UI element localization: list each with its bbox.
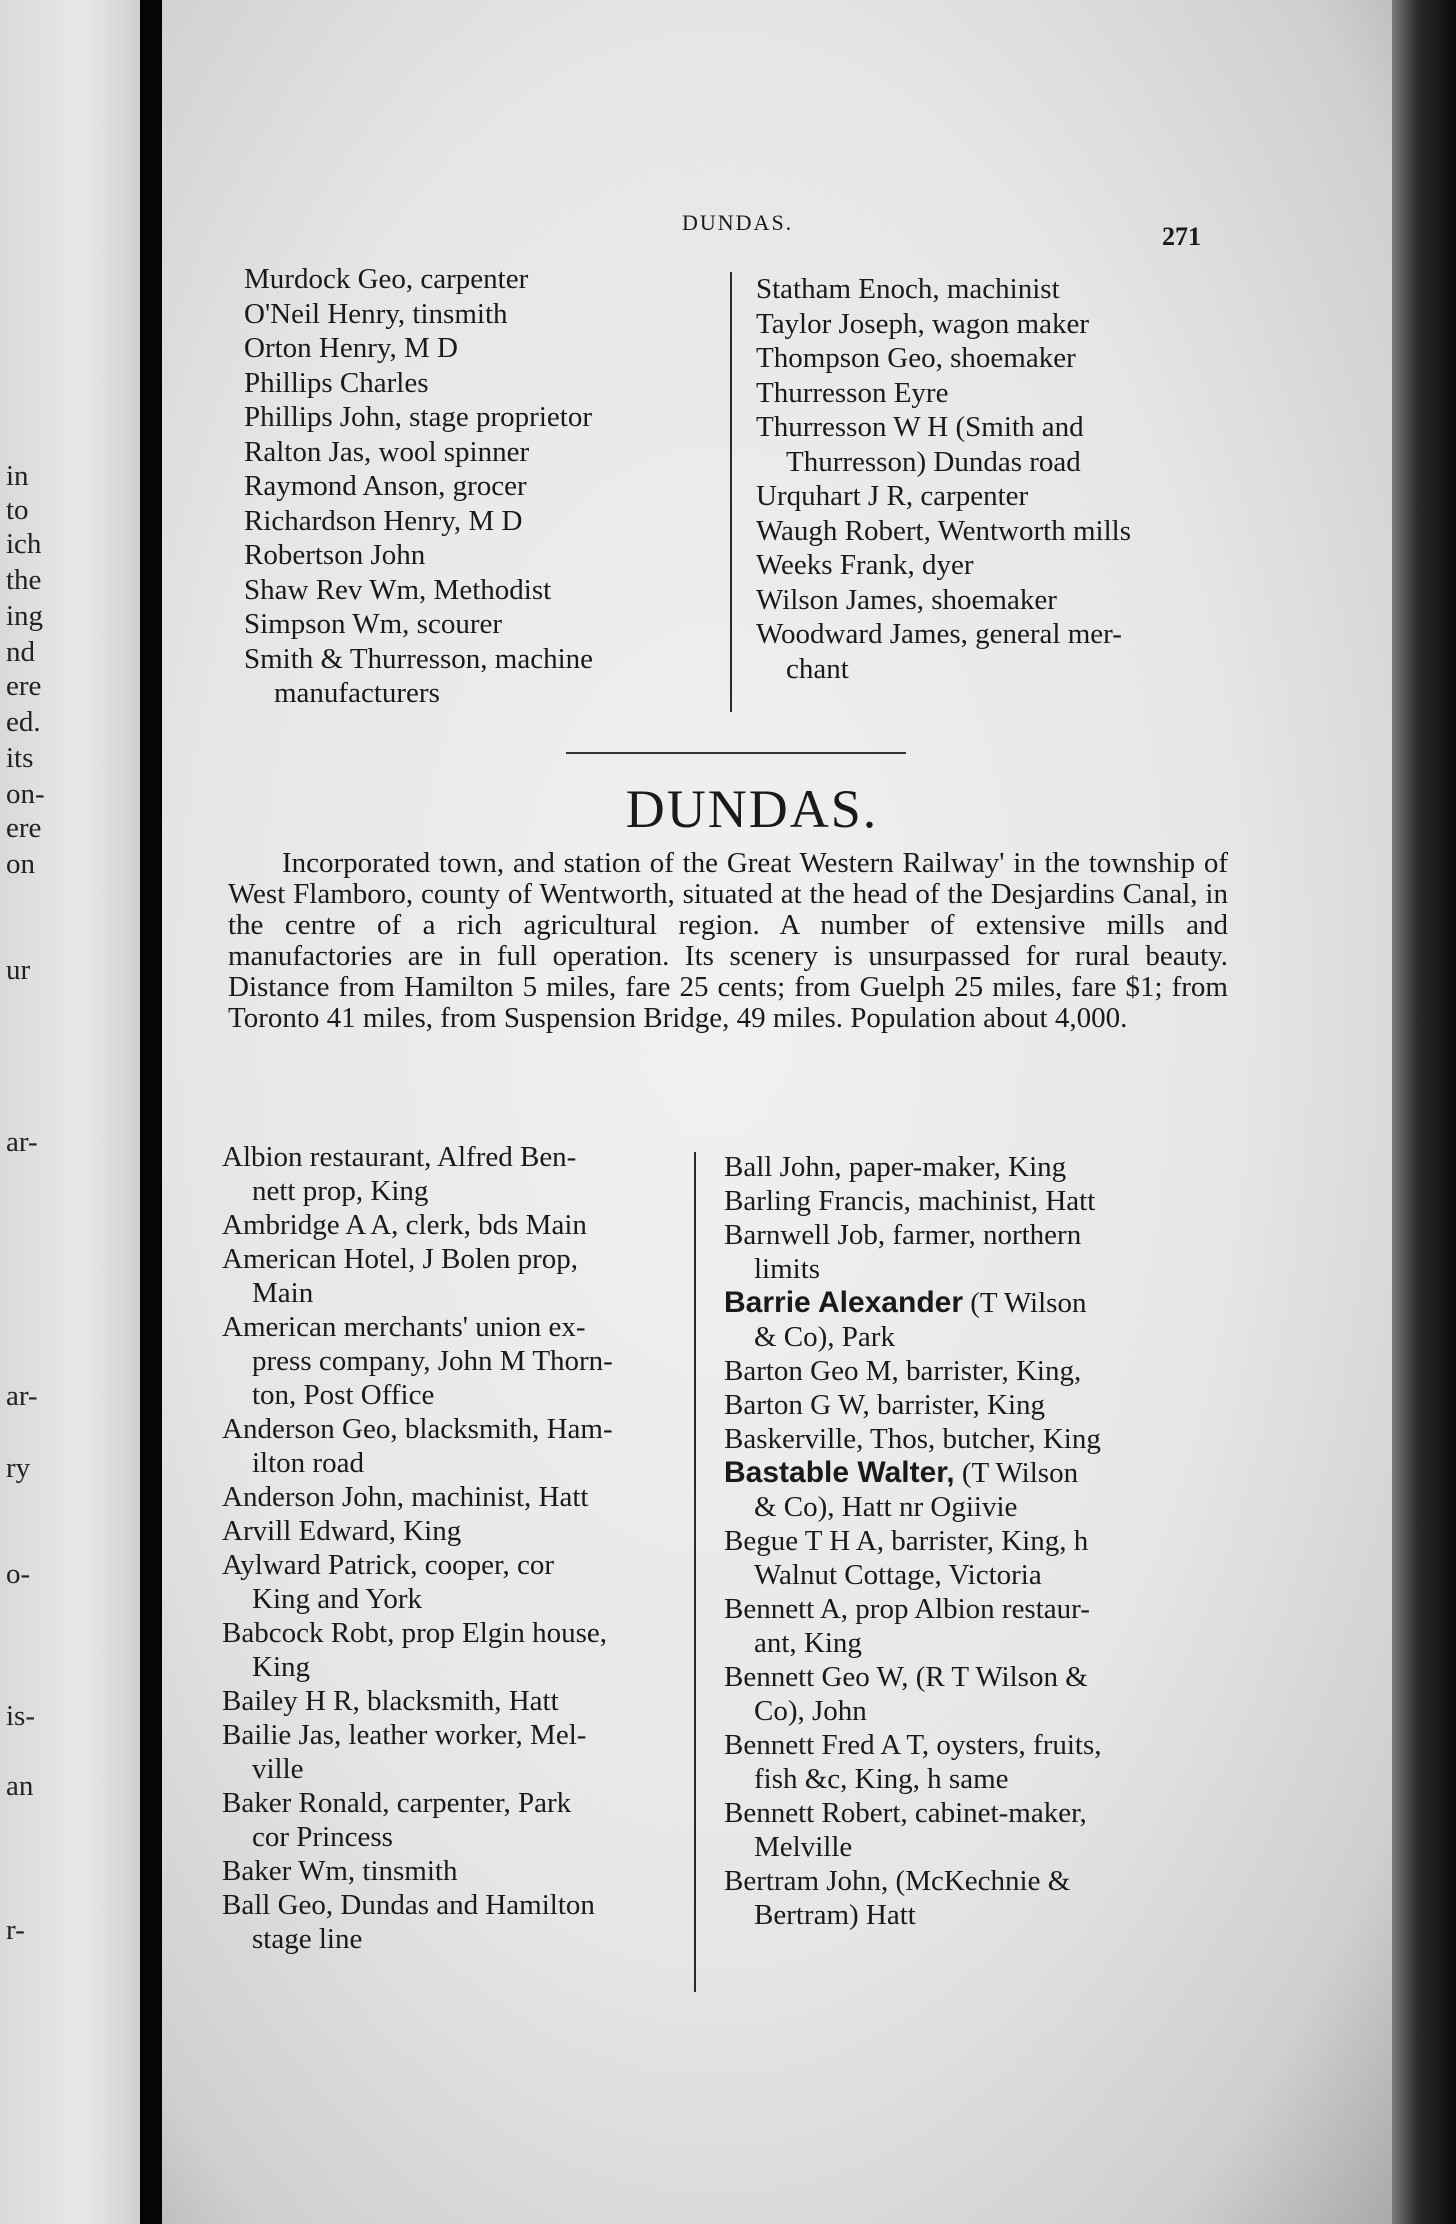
fragment-text: to	[6, 494, 29, 526]
directory-entry	[222, 1786, 682, 1854]
entry-text: Bennett Geo W, (R T Wilson &	[724, 1661, 1088, 1693]
directory-entry	[756, 410, 1256, 479]
fragment-text: an	[6, 1770, 34, 1802]
directory-entry	[222, 1140, 682, 1208]
directory-entry	[244, 469, 714, 504]
previous-directory-left-column	[244, 262, 714, 711]
entry-continuation: ant, King	[754, 1627, 862, 1659]
entry-text: Orton Henry, M D	[244, 332, 458, 364]
entry-text: American merchants' union ex-	[222, 1311, 586, 1343]
entry-text: Wilson James, shoemaker	[756, 583, 1057, 616]
entry-text: Barton Geo M, barrister, King,	[724, 1355, 1082, 1387]
directory-entry	[724, 1422, 1244, 1456]
entry-continuation: press company, John M Thorn-	[252, 1345, 613, 1377]
entry-text: Bennett Fred A T, oysters, fruits,	[724, 1729, 1102, 1761]
entry-text: (T Wilson	[963, 1287, 1087, 1319]
facing-page-fragment	[0, 0, 140, 2224]
page-edge-shadow	[1392, 0, 1456, 2224]
entry-text: Bailey H R, blacksmith, Hatt	[222, 1685, 559, 1717]
directory-entry	[724, 1728, 1244, 1796]
entry-text: Ambridge A A, clerk, bds Main	[222, 1209, 587, 1241]
entry-text: Phillips John, stage proprietor	[244, 401, 592, 433]
directory-entry	[222, 1616, 682, 1684]
directory-entry	[756, 341, 1256, 376]
directory-entry	[244, 400, 714, 435]
fragment-text: its	[6, 742, 34, 774]
directory-entry	[222, 1548, 682, 1616]
directory-entry	[222, 1480, 682, 1514]
directory-entry	[724, 1660, 1244, 1728]
entry-text: Richardson Henry, M D	[244, 504, 523, 537]
entry-continuation: Walnut Cottage, Victoria	[754, 1559, 1042, 1591]
directory-entry	[724, 1150, 1244, 1184]
directory-entry	[222, 1514, 682, 1548]
entry-text: Ball John, paper-maker, King	[724, 1151, 1067, 1183]
fragment-text: the	[6, 564, 42, 596]
entry-text: Thurresson W H (Smith and	[756, 411, 1084, 443]
directory-entry	[244, 297, 714, 332]
entry-continuation: & Co), Park	[754, 1321, 895, 1353]
entry-continuation: ville	[252, 1753, 304, 1785]
directory-entry	[756, 548, 1256, 583]
entry-text: (T Wilson	[954, 1457, 1079, 1489]
directory-entry	[222, 1684, 682, 1718]
directory-entry	[244, 435, 714, 470]
directory-entry	[756, 376, 1256, 411]
entry-text: Ralton Jas, wool spinner	[244, 435, 530, 468]
entry-bold-name: Bastable Walter,	[724, 1456, 955, 1489]
entry-continuation: cor Princess	[252, 1821, 393, 1853]
entry-text: Thurresson Eyre	[756, 376, 949, 409]
fragment-text: ar-	[6, 1126, 38, 1158]
town-description: Incorporated town, and station of the Great Western Railway' in the township of West Flamboro, county of Wentworth, situated at the head of the Desjardins Canal, in the centre of a rich agricultural region. A number of extensive mills and manufactories are in full operation. Its scenery is unsurpassed for rural beauty. Distance from Hamilton 5 miles, fare 25 cents; from Guelph 25 miles, fare $1; from Toronto 41 miles, from Suspension Bridge, 49 miles. Population about 4,000.	[228, 847, 1228, 1034]
fragment-text: ry	[6, 1452, 31, 1484]
directory-entry	[756, 514, 1256, 549]
directory-entry	[244, 331, 714, 366]
entry-text: Bertram John, (McKechnie &	[724, 1865, 1071, 1897]
entry-continuation: chant	[786, 652, 849, 685]
fragment-text: on-	[6, 778, 45, 810]
entry-text: Anderson John, machinist, Hatt	[222, 1481, 589, 1513]
entry-text: Arvill Edward, King	[222, 1515, 462, 1547]
entry-text: American Hotel, J Bolen prop,	[222, 1243, 578, 1275]
directory-entry	[756, 272, 1256, 307]
directory-entry	[244, 642, 714, 711]
directory-entry	[724, 1218, 1244, 1286]
entry-continuation: ton, Post Office	[252, 1379, 435, 1411]
entry-text: Smith & Thurresson, machine	[244, 642, 594, 675]
fragment-text: ere	[6, 670, 42, 702]
directory-entry	[244, 366, 714, 401]
directory-entry	[724, 1592, 1244, 1660]
entry-continuation: Melville	[754, 1831, 853, 1863]
directory-entry	[724, 1184, 1244, 1218]
entry-text: Phillips Charles	[244, 366, 429, 399]
directory-page	[162, 0, 1392, 2224]
fragment-text: ich	[6, 528, 42, 560]
entry-text: Aylward Patrick, cooper, cor	[222, 1549, 554, 1581]
entry-text: Begue T H A, barrister, King, h	[724, 1525, 1089, 1557]
entry-text: Babcock Robt, prop Elgin house,	[222, 1617, 608, 1649]
directory-entry	[724, 1864, 1244, 1932]
entry-text: O'Neil Henry, tinsmith	[244, 297, 508, 330]
directory-left-column	[222, 1140, 682, 1956]
entry-continuation: fish &c, King, h same	[754, 1763, 1009, 1795]
entry-continuation: limits	[754, 1253, 821, 1285]
fragment-text: is-	[6, 1700, 35, 1732]
directory-entry	[222, 1888, 682, 1956]
entry-text: Barling Francis, machinist, Hatt	[724, 1185, 1096, 1217]
fragment-text: r-	[6, 1914, 25, 1946]
entry-text: Bennett Robert, cabinet-maker,	[724, 1797, 1087, 1829]
directory-entry	[244, 538, 714, 573]
directory-entry	[756, 583, 1256, 618]
entry-text: Baker Wm, tinsmith	[222, 1855, 458, 1887]
directory-entry	[724, 1456, 1244, 1524]
fragment-text: ed.	[6, 706, 41, 738]
entry-text: Ball Geo, Dundas and Hamilton	[222, 1889, 595, 1921]
fragment-text: ar-	[6, 1380, 38, 1412]
entry-continuation: ilton road	[252, 1447, 364, 1479]
directory-entry	[244, 573, 714, 608]
entry-continuation: stage line	[252, 1923, 363, 1955]
directory-right-column	[724, 1150, 1244, 1932]
directory-entry	[244, 607, 714, 642]
entry-text: Urquhart J R, carpenter	[756, 480, 1029, 512]
fragment-text: on	[6, 848, 35, 880]
directory-entry	[756, 479, 1256, 514]
directory-entry	[222, 1208, 682, 1242]
directory-entry	[222, 1854, 682, 1888]
fragment-text: nd	[6, 636, 35, 668]
entry-text: Statham Enoch, machinist	[756, 273, 1060, 305]
fragment-text: ur	[6, 954, 31, 986]
entry-bold-name: Barrie Alexander	[724, 1286, 964, 1319]
entry-text: Shaw Rev Wm, Methodist	[244, 573, 552, 606]
directory-entry	[222, 1718, 682, 1786]
entry-text: Weeks Frank, dyer	[756, 549, 974, 581]
entry-continuation: & Co), Hatt nr Ogiivie	[754, 1491, 1018, 1523]
entry-text: Baker Ronald, carpenter, Park	[222, 1787, 572, 1819]
entry-continuation: Bertram) Hatt	[754, 1899, 916, 1931]
entry-text: Bennett A, prop Albion restaur-	[724, 1593, 1090, 1625]
directory-entry	[756, 617, 1256, 686]
fragment-text: ing	[6, 600, 44, 632]
town-heading: DUNDAS.	[625, 779, 879, 839]
directory-entry	[244, 504, 714, 539]
entry-text: Woodward James, general mer-	[756, 618, 1122, 650]
directory-entry	[222, 1412, 682, 1480]
entry-text: Raymond Anson, grocer	[244, 470, 527, 502]
directory-entry	[724, 1354, 1244, 1388]
entry-continuation: King and York	[252, 1583, 422, 1615]
previous-directory-right-column	[756, 272, 1256, 686]
entry-text: Barton G W, barrister, King	[724, 1389, 1046, 1421]
entry-continuation: King	[252, 1651, 310, 1683]
entry-text: Barnwell Job, farmer, northern	[724, 1219, 1082, 1251]
section-divider	[566, 752, 906, 754]
directory-entry	[222, 1242, 682, 1310]
directory-entry	[724, 1286, 1244, 1354]
entry-continuation: nett prop, King	[252, 1175, 429, 1207]
entry-text: Murdock Geo, carpenter	[244, 263, 529, 295]
directory-entry	[724, 1796, 1244, 1864]
column-divider	[730, 272, 732, 712]
entry-text: Albion restaurant, Alfred Ben-	[222, 1141, 577, 1173]
directory-entry	[222, 1310, 682, 1412]
entry-continuation: Main	[252, 1277, 314, 1309]
entry-text: Simpson Wm, scourer	[244, 608, 503, 640]
book-gutter	[140, 0, 162, 2224]
entry-continuation: manufacturers	[274, 677, 440, 709]
entry-continuation: Thurresson) Dundas road	[786, 445, 1081, 478]
fragment-text: in	[6, 460, 29, 492]
entry-text: Thompson Geo, shoemaker	[756, 342, 1076, 374]
entry-text: Taylor Joseph, wagon maker	[756, 307, 1089, 340]
entry-text: Robertson John	[244, 539, 426, 571]
directory-entry	[724, 1524, 1244, 1592]
directory-entry	[244, 262, 714, 297]
directory-entry	[724, 1388, 1244, 1422]
directory-entry	[756, 307, 1256, 342]
fragment-text: o-	[6, 1558, 31, 1590]
running-head: DUNDAS.	[682, 210, 794, 235]
entry-continuation: Co), John	[754, 1695, 867, 1727]
entry-text: Waugh Robert, Wentworth mills	[756, 514, 1131, 547]
entry-text: Baskerville, Thos, butcher, King	[724, 1423, 1101, 1455]
fragment-text: ere	[6, 812, 42, 844]
page-number: 271	[1162, 222, 1201, 251]
entry-text: Anderson Geo, blacksmith, Ham-	[222, 1413, 613, 1445]
entry-text: Bailie Jas, leather worker, Mel-	[222, 1719, 587, 1751]
column-divider	[694, 1152, 696, 1992]
